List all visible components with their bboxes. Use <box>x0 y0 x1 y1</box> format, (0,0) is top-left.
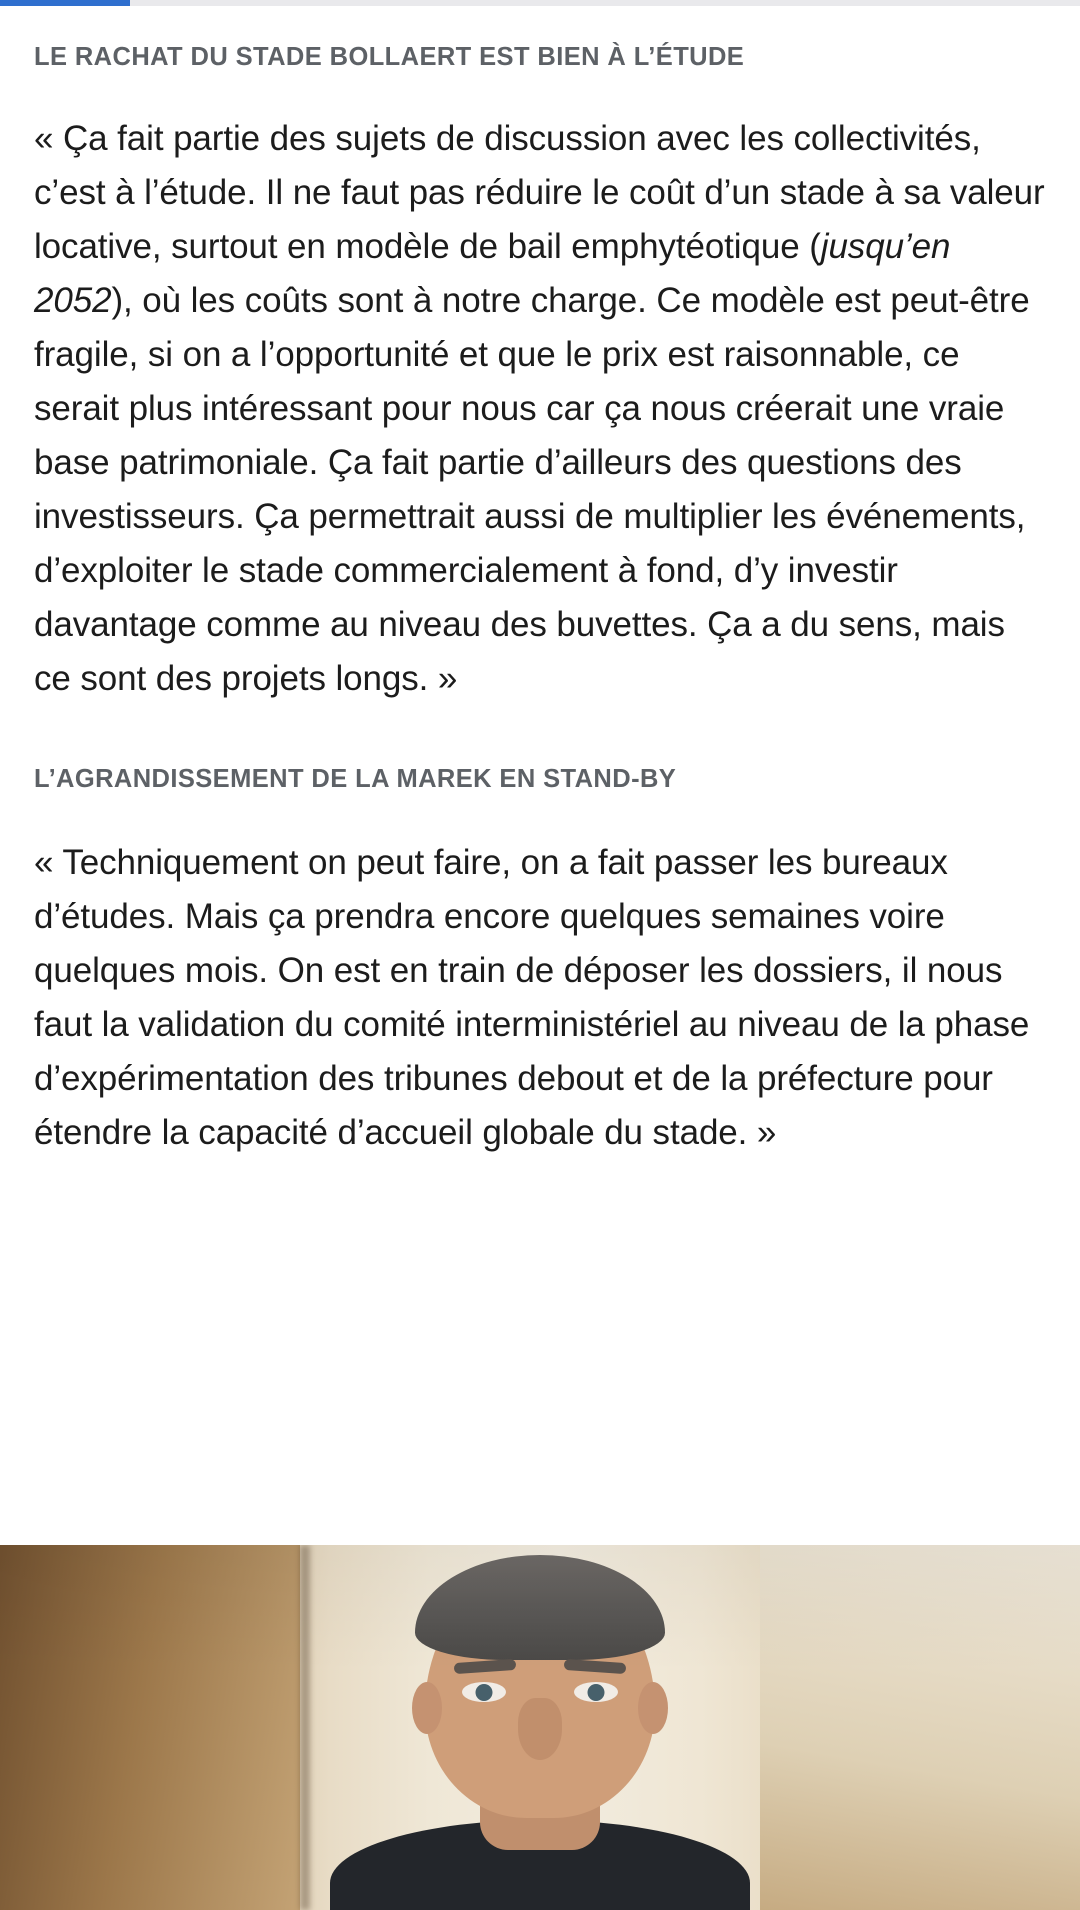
photo-person <box>330 1580 750 1910</box>
person-pupil-right <box>588 1684 605 1701</box>
section-heading-rachat: LE RACHAT DU STADE BOLLAERT EST BIEN À L’ÉTUDE <box>34 43 745 71</box>
article-content <box>0 6 1080 1160</box>
section-paragraph-marek: « Techniquement on peut faire, on a fait passer les bureaux d’études. Mais ça prendra encore quelques semaines voire quelques mois. On est en train de déposer les dossiers, il nous faut la validation du comité interministériel au niveau de la phase d’expérimentation des tribunes debout et de la préfecture pour étendre la capacité d’accueil globale du stade. » <box>34 842 1030 1152</box>
person-nose <box>518 1698 562 1760</box>
person-pupil-left <box>476 1684 493 1701</box>
photo-wall <box>760 1545 1080 1910</box>
photo-wood-panel <box>0 1545 300 1910</box>
person-ear-right <box>638 1682 668 1734</box>
paragraph-italic-term: jusqu’en 2052 <box>34 226 951 320</box>
section-paragraph-rachat <box>34 112 1046 706</box>
article-body <box>0 6 1080 1160</box>
photo-panel-edge <box>300 1545 310 1910</box>
paragraph-text-after-italic: ), où les coûts sont à notre charge. Ce modèle est peut-être fragile, si on a l’opportunité et que le prix est raisonnable, ce serait plus intéressant pour nous car ça nous créerait une vraie base patrimoniale. Ça fait partie d’ailleurs des questions des investisseurs. Ça permettrait aussi de multiplier les événements, d’exploiter le stade commercialement à fond, d’y investir davantage comme au niveau des buvettes. Ça a du sens, mais ce sont des projets longs. » <box>34 280 1030 698</box>
paragraph-text-before-italic: « Ça fait partie des sujets de discussion avec les collectivités, c’est à l’étude. Il ne faut pas réduire le coût d’un stade à sa valeur locative, surtout en modèle de bail emphytéotique ( <box>34 118 1045 266</box>
section-heading-marek: L’AGRANDISSEMENT DE LA MAREK EN STAND-BY <box>34 764 677 793</box>
person-ear-left <box>412 1682 442 1734</box>
person-eye-left <box>462 1682 506 1702</box>
person-eye-right <box>574 1682 618 1702</box>
article-photo <box>0 1545 1080 1910</box>
